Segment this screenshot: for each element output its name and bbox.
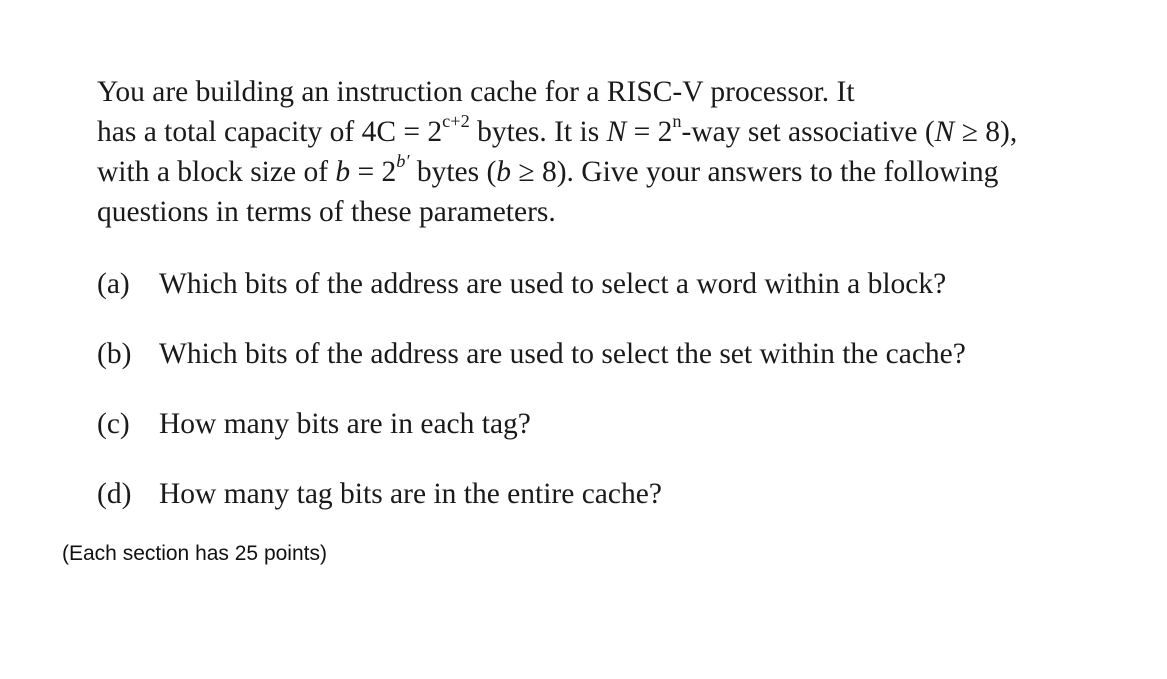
question-text: How many bits are in each tag? xyxy=(159,408,531,440)
intro-line-1: You are building an instruction cache for a RISC-V processor. It xyxy=(97,76,855,108)
intro-text: bytes. It is xyxy=(469,116,607,148)
intro-text: ≥ 8), xyxy=(954,116,1018,148)
question-item xyxy=(97,474,966,544)
question-item xyxy=(97,334,966,404)
intro-line-3 xyxy=(97,152,1137,192)
question-label: (a) xyxy=(97,268,130,300)
capacity-exponent: c+2 xyxy=(442,111,470,132)
var-N: N xyxy=(606,116,627,148)
question-text: Which bits of the address are used to select the set within the cache? xyxy=(159,338,966,370)
var-b: b xyxy=(496,156,512,188)
question-label: (c) xyxy=(97,408,130,440)
intro-text: ≥ 8). Give your answers to the following xyxy=(511,156,999,188)
question-list xyxy=(97,264,966,544)
question-label: (b) xyxy=(97,338,132,370)
intro-text: with a block size of xyxy=(97,156,336,188)
points-note: (Each section has 25 points) xyxy=(62,542,327,565)
var-N: N xyxy=(934,116,955,148)
question-text: Which bits of the address are used to select a word within a block? xyxy=(159,268,947,300)
capacity-text: has a total capacity of 4C = 2 xyxy=(97,116,443,148)
question-item xyxy=(97,404,966,474)
intro-text: = 2 xyxy=(350,156,397,188)
problem-statement xyxy=(97,72,1137,510)
intro-text: = 2 xyxy=(626,116,673,148)
intro-text: bytes ( xyxy=(409,156,497,188)
var-b: b xyxy=(335,156,351,188)
ways-exponent: n xyxy=(672,111,682,132)
intro-line-2 xyxy=(97,112,1137,152)
question-label: (d) xyxy=(97,478,132,510)
question-text: How many tag bits are in the entire cache? xyxy=(159,478,662,510)
block-exponent: b′ xyxy=(396,151,410,172)
question-item xyxy=(97,264,966,334)
intro-line-4: questions in terms of these parameters. xyxy=(97,196,556,228)
intro-text: -way set associative ( xyxy=(681,116,935,148)
problem-intro xyxy=(97,72,1137,232)
